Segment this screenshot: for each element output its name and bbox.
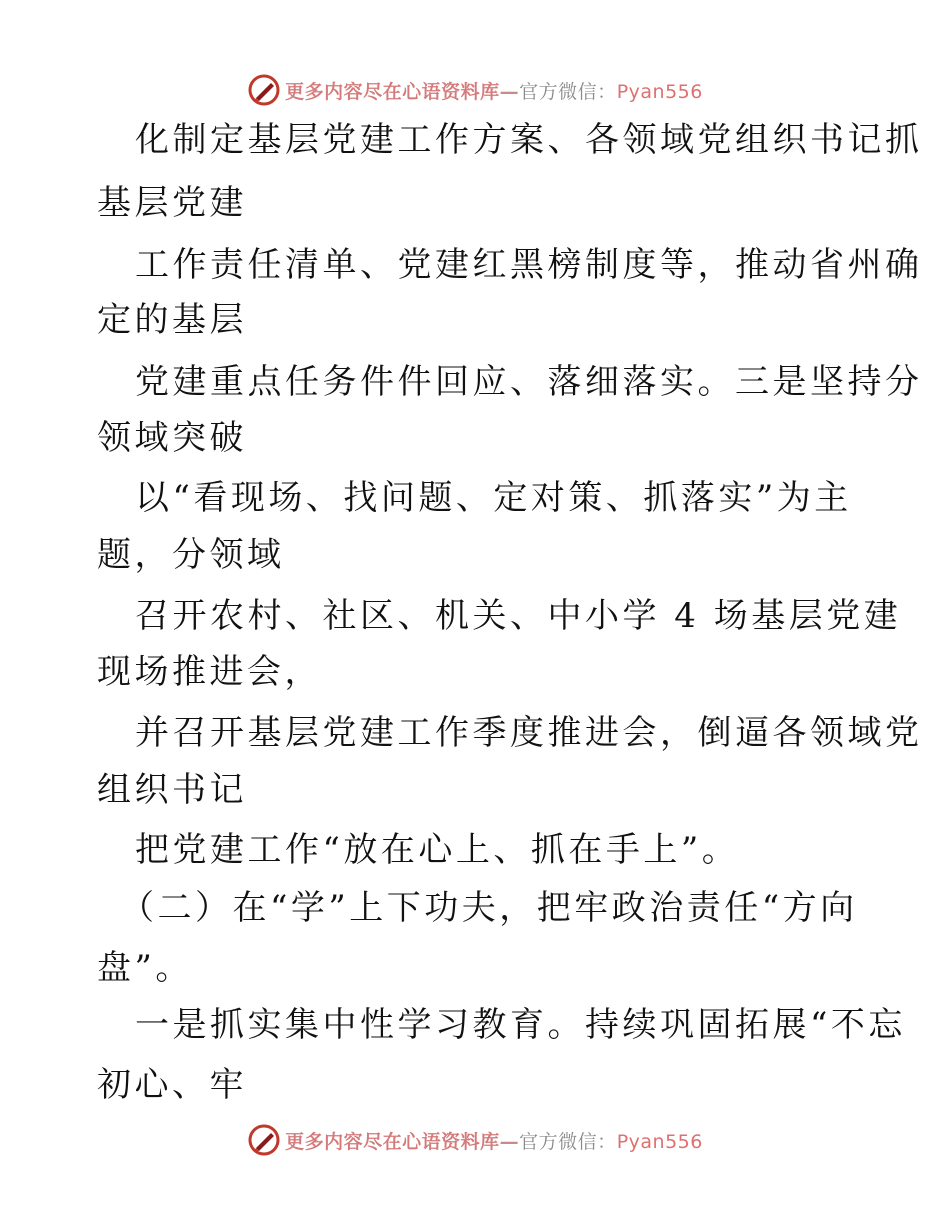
body-line: 基层党建: [97, 183, 247, 223]
banner-dash: —: [499, 80, 520, 103]
banner-wechat-label: 官方微信：: [519, 80, 617, 103]
pen-logo-icon: [247, 1123, 281, 1157]
body-line: 盘”。: [97, 948, 193, 988]
body-line: 工作责任清单、党建红黑榜制度等，推动省州确: [135, 245, 923, 285]
body-line: 领域突破: [97, 418, 247, 458]
body-line: 化制定基层党建工作方案、各领域党组织书记抓: [135, 120, 923, 160]
body-line: 召开农村、社区、机关、中小学 4 场基层党建: [135, 596, 902, 636]
banner-dash: —: [499, 1130, 520, 1153]
body-line: 并召开基层党建工作季度推进会，倒逼各领域党: [135, 713, 923, 753]
header-banner: [0, 70, 950, 110]
banner-site-name: 更多内容尽在心语资料库: [285, 1130, 500, 1153]
body-line: 把党建工作“放在心上、抓在手上”。: [135, 830, 740, 870]
body-line: 党建重点任务件件回应、落细落实。三是坚持分: [135, 362, 923, 402]
body-line: 一是抓实集中性学习教育。持续巩固拓展“不忘: [135, 1005, 906, 1045]
footer-banner: [0, 1120, 950, 1160]
header-banner-text: [285, 77, 703, 104]
banner-site-name: 更多内容尽在心语资料库: [285, 80, 500, 103]
body-line: 初心、牢: [97, 1065, 247, 1105]
footer-banner-text: [285, 1127, 703, 1154]
body-line: 现场推进会，: [97, 652, 322, 692]
banner-wechat-id: Pyan556: [616, 80, 703, 103]
body-line: （二）在“学”上下功夫，把牢政治责任“方向: [120, 888, 858, 928]
body-line: 定的基层: [97, 300, 247, 340]
body-line: 以“看现场、找问题、定对策、抓落实”为主: [135, 478, 852, 518]
body-line: 题，分领域: [97, 535, 285, 575]
banner-wechat-label: 官方微信：: [519, 1130, 617, 1153]
banner-wechat-id: Pyan556: [616, 1130, 703, 1153]
pen-logo-icon: [247, 73, 281, 107]
body-line: 组织书记: [97, 770, 247, 810]
